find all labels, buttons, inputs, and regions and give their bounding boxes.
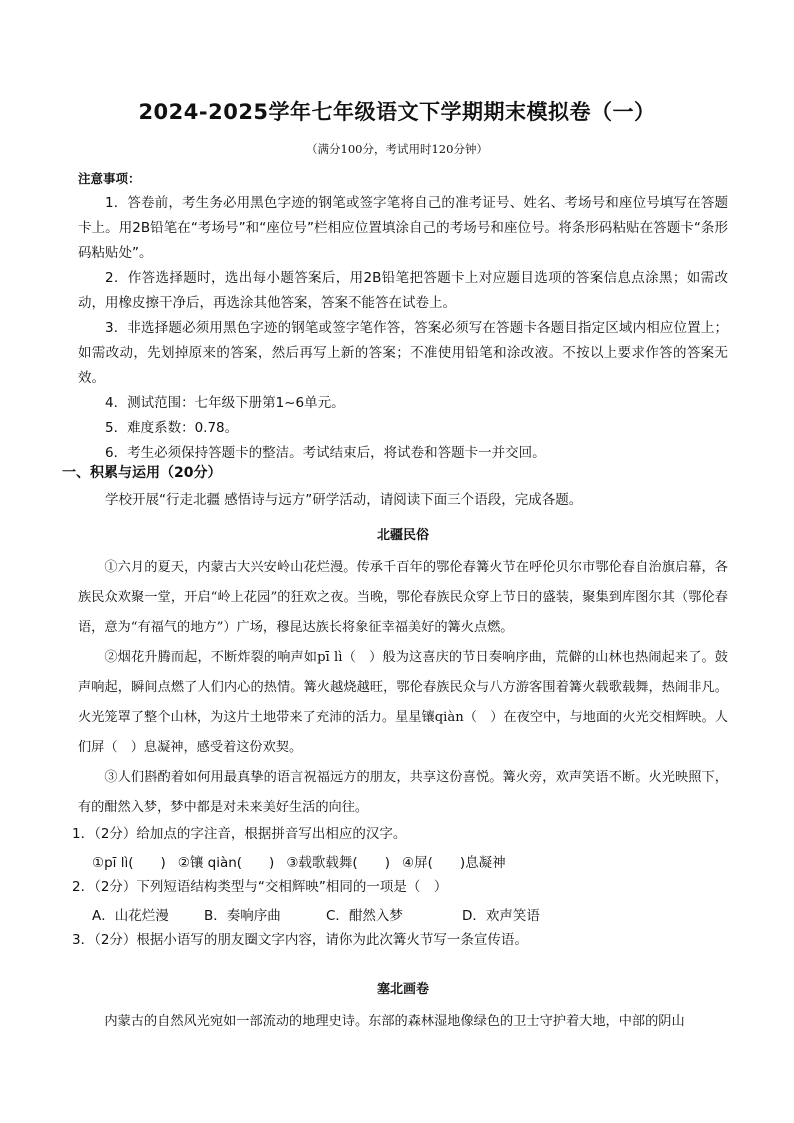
question-2-options [78,904,728,924]
notice-item: 1．答卷前，考生务必用黑色字迹的钢笔或签字笔将自己的准考证号、姓名、考场号和座位号填写在答题卡上。用2B铅笔在“考场号”和“座位号”栏相应位置填涂自己的考场号和座位号。将条形码粘贴在答题卡“条形码粘贴处”。 [78,195,728,261]
section-1-intro: 学校开展“行走北疆 感悟诗与远方”研学活动，请阅读下面三个语段，完成各题。 [105,492,583,508]
section-1 [62,462,728,513]
passage-title: 塞北画卷 [376,982,429,997]
option-a: A．山花烂漫 [92,908,169,924]
notice-heading: 注意事项： [78,171,141,186]
notice-item: 5．难度系数：0.78。 [105,420,239,436]
passage-northern-customs [78,524,728,823]
section-1-title: 一、积累与运用（20分） [62,465,222,481]
notice-item: 3．非选择题必须用黑色字迹的钢笔或签字笔作答，答案必须写在答题卡各题目指定区域内相应位置上；如需改动，先划掉原来的答案，然后再写上新的答案；不准使用铅笔和涂改液。不按以上要求作答的答案无效。 [78,320,728,386]
passage-paragraph: ①六月的夏天，内蒙古大兴安岭山花烂漫。传承千百年的鄂伦春篝火节在呼伦贝尔市鄂伦春自治旗启幕，各族民众欢聚一堂，开启“岭上花园”的狂欢之夜。当晚，鄂伦春族民众穿上节日的盛装，聚集到库图尔其（鄂伦春语，意为“有福气的地方”）广场，穆昆达族长将象征幸福美好的篝火点燃。 [78,560,728,635]
notice-item: 6．考生必须保持答题卡的整洁。考试结束后，将试卷和答题卡一并交回。 [105,445,546,461]
option-c: C．酣然入梦 [326,908,403,924]
option-b: B．奏响序曲 [204,908,281,924]
passage-paragraph: ②烟花升腾而起，不断炸裂的响声如pī lì（ ）般为这喜庆的节日奏响序曲，荒僻的山林也热闹起来了。鼓声响起，瞬间点燃了人们内心的热情。篝火越烧越旺，鄂伦春族民众与八方游客围着篝火载歌载舞，热闹非凡。火光笼罩了整个山林，为这片土地带来了充沛的活力。星星镶qiàn（ ）在夜空中，与地面的火光交相辉映。人们屏（ ）息凝神，感受着这份欢契。 [78,650,728,755]
question-1-subitems [78,851,728,871]
question-1: 1．（2分）给加点的字注音，根据拼音写出相应的汉字。 [72,826,407,842]
subitem: ④屏( )息凝神 [401,855,506,871]
passage-paragraph: 内蒙古的自然风光宛如一部流动的地理史诗。东部的森林湿地像绿色的卫士守护着大地，中部的阴山 [104,1014,685,1029]
notice-item: 4．测试范围：七年级下册第1~6单元。 [105,395,345,411]
questions [72,822,728,953]
notice-item: 2．作答选择题时，选出每小题答案后，用2B铅笔把答题卡上对应题目选项的答案信息点涂黑；如需改动，用橡皮擦干净后，再选涂其他答案，答案不能答在试卷上。 [78,270,728,311]
question-2: 2．（2分）下列短语结构类型与“交相辉映”相同的一项是（ ） [72,879,448,895]
page-title: 2024-2025学年七年级语文下学期期末模拟卷（一） [138,100,656,124]
subitem: ①pī lì( ) [92,855,166,871]
subitem: ②镶 qiàn( ) [177,855,275,871]
passage-paragraph: ③人们斟酌着如何用最真挚的语言祝福远方的朋友，共享这份喜悦。篝火旁，欢声笑语不断。火光映照下，有的酣然入梦，梦中都是对未来美好生活的向往。 [78,770,728,815]
notice-section [78,166,728,466]
passage-frontier-scroll [78,978,728,1037]
option-d: D．欢声笑语 [462,908,540,924]
subitem: ③载歌载舞( ) [286,855,390,871]
passage-title: 北疆民俗 [376,528,429,543]
question-3: 3．（2分）根据小语写的朋友圈文字内容，请你为此次篝火节写一条宣传语。 [72,932,528,948]
page-subtitle: （满分100分，考试用时120分钟） [306,142,488,156]
